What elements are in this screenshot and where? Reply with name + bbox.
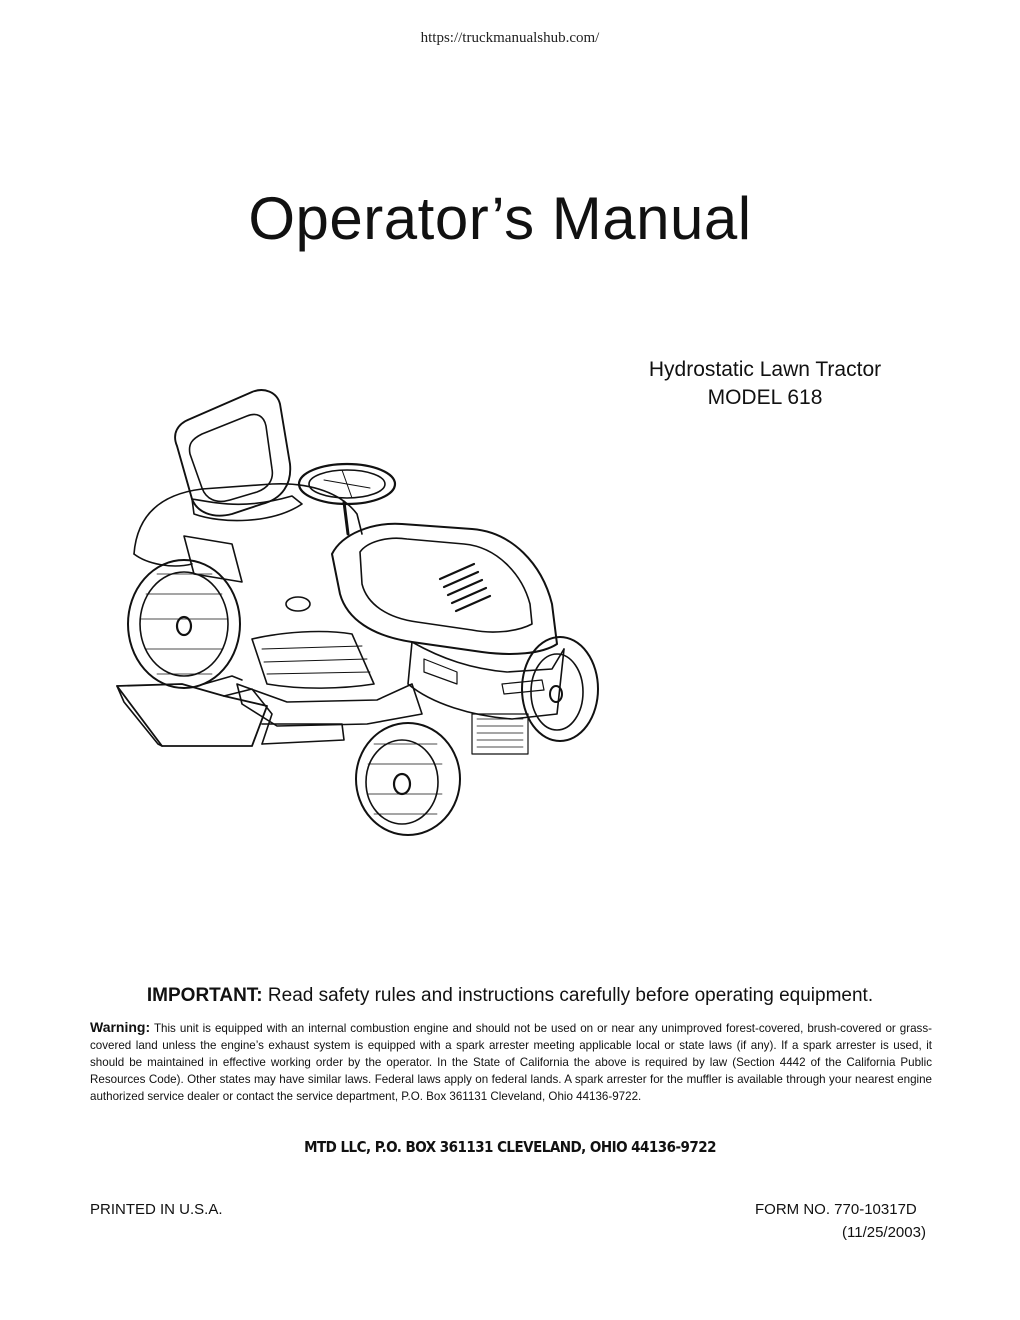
form-number-value: 770-10317D	[834, 1201, 917, 1218]
warning-notice	[90, 1019, 932, 1105]
product-info	[610, 356, 920, 412]
important-text: Read safety rules and instructions carefully before operating equipment.	[267, 985, 874, 1006]
important-label: IMPORTANT:	[146, 985, 263, 1006]
form-label: FORM NO.	[755, 1201, 830, 1218]
lawn-tractor-illustration	[112, 384, 612, 839]
document-title: Operator’s Manual	[248, 185, 752, 252]
important-notice	[0, 985, 1020, 1007]
warning-text: This unit is equipped with an internal combustion engine and should not be used on or near any unimproved forest-covered, brush-covered or grass-covered land unless the engine’s exhaust system is equipped with a spark arrester meeting applicable local or state laws (if any). If a spark arrester is used, it should be maintained in effective working order by the operator. In the State of California the above is required by law (Section 4442 of the California Public Resources Code). Other states may have similar laws. Federal laws apply on federal lands. A spark arrester for the muffler is available through your nearest engine authorized service dealer or contact the service department, P.O. Box 361131 Cleveland, Ohio 44136-9722.	[90, 1022, 932, 1103]
form-number	[755, 1201, 917, 1218]
printed-in: PRINTED IN U.S.A.	[90, 1201, 223, 1218]
product-type: Hydrostatic Lawn Tractor	[648, 358, 882, 381]
company-address: MTD LLC, P.O. BOX 361131 CLEVELAND, OHIO 44136-9722	[304, 1138, 716, 1156]
form-date: (11/25/2003)	[842, 1224, 926, 1241]
model-number: MODEL 618	[707, 386, 823, 409]
source-url: https://truckmanualshub.com/	[420, 30, 600, 46]
warning-label: Warning:	[90, 1019, 151, 1035]
